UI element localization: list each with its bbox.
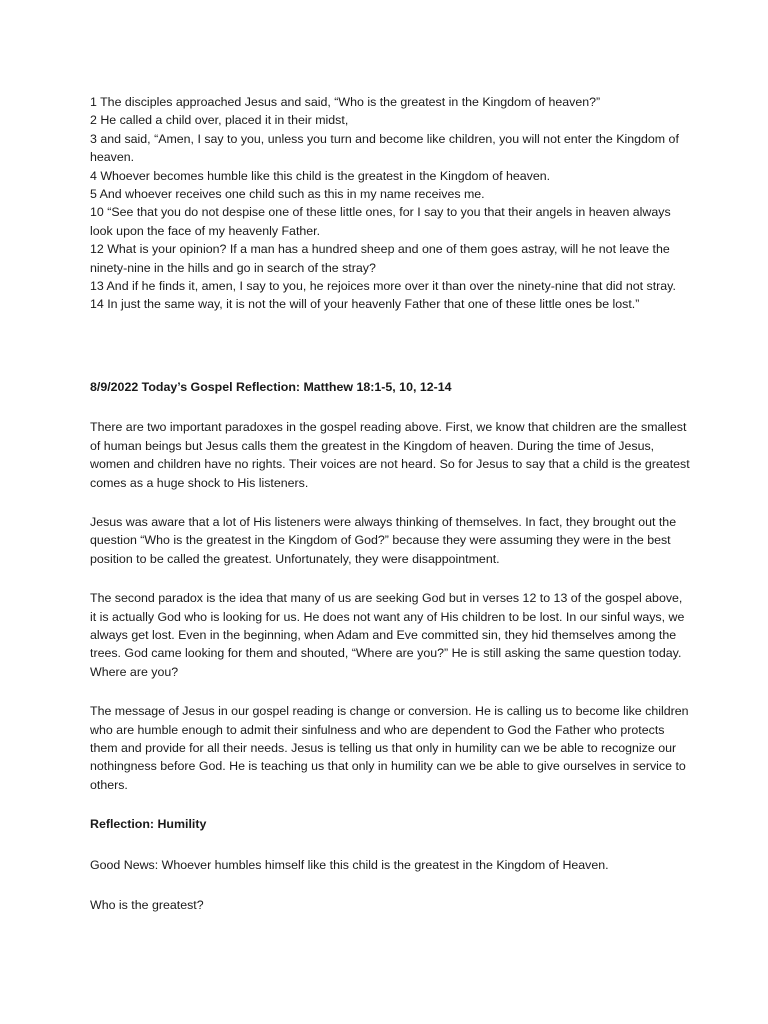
verse-1: 1 The disciples approached Jesus and said, “Who is the greatest in the Kingdom of heaven?” — [90, 95, 601, 109]
paragraph-3: The second paradox is the idea that many of us are seeking God but in verses 12 to 13 of the gospel above, it is actually God who is looking for us. He does not want any of His children to be lost. In our sinful ways, we always get lost. Even in the beginning, when Adam and Eve committed sin, they hid themselves among the trees. God came looking for them and shouted, “Where are you?” He is still asking the same question today. Where are you? — [90, 591, 685, 679]
reflection-title: 8/9/2022 Today’s Gospel Reflection: Matthew 18:1-5, 10, 12-14 — [90, 379, 452, 394]
verse-10: 10 “See that you do not despise one of these little ones, for I say to you that their angels in heaven always look upon the face of my heavenly Father. — [90, 205, 671, 238]
paragraph-2: Jesus was aware that a lot of His listeners were always thinking of themselves. In fact, they brought out the question “Who is the greatest in the Kingdom of God?” because they were assuming they were in the best position to be called the greatest. Unfortunately, they were disappointment. — [90, 514, 677, 566]
section-title: Reflection: Humility — [90, 817, 207, 832]
verse-13: 13 And if he finds it, amen, I say to you, he rejoices more over it than over the ninety-nine that did not stray. — [90, 279, 676, 294]
verse-4: 4 Whoever becomes humble like this child is the greatest in the Kingdom of heaven. — [90, 168, 551, 183]
document-page — [90, 93, 690, 914]
good-news: Good News: Whoever humbles himself like this child is the greatest in the Kingdom of Heaven. — [90, 857, 609, 872]
paragraph-4: The message of Jesus in our gospel reading is change or conversion. He is calling us to become like children who are humble enough to admit their sinfulness and who are dependent to God the Father who protects them and provide for all their needs. Jesus is telling us that only in humility can we be able to recognize our nothingness before God. He is teaching us that only in humility can we be able to give ourselves in service to others. — [90, 704, 689, 792]
verse-5: 5 And whoever receives one child such as this in my name receives me. — [90, 187, 485, 202]
verse-3: 3 and said, “Amen, I say to you, unless you turn and become like children, you will not enter the Kingdom of heaven. — [90, 131, 679, 165]
verse-14: 14 In just the same way, it is not the will of your heavenly Father that one of these little ones be lost.” — [90, 297, 640, 312]
paragraph-1: There are two important paradoxes in the gospel reading above. First, we know that children are the smallest of human beings but Jesus calls them the greatest in the Kingdom of heaven. During the time of Jesus, women and children have no rights. Their voices are not heard. So for Jesus to say that a child is the greatest comes as a huge shock to His listeners. — [90, 420, 690, 490]
closing-question: Who is the greatest? — [90, 898, 204, 912]
verse-12: 12 What is your opinion? If a man has a hundred sheep and one of them goes astray, will he not leave the ninety-nine in the hills and go in search of the stray? — [90, 242, 670, 275]
verse-2: 2 He called a child over, placed it in their midst, — [90, 113, 349, 128]
gospel-verses — [90, 93, 690, 314]
